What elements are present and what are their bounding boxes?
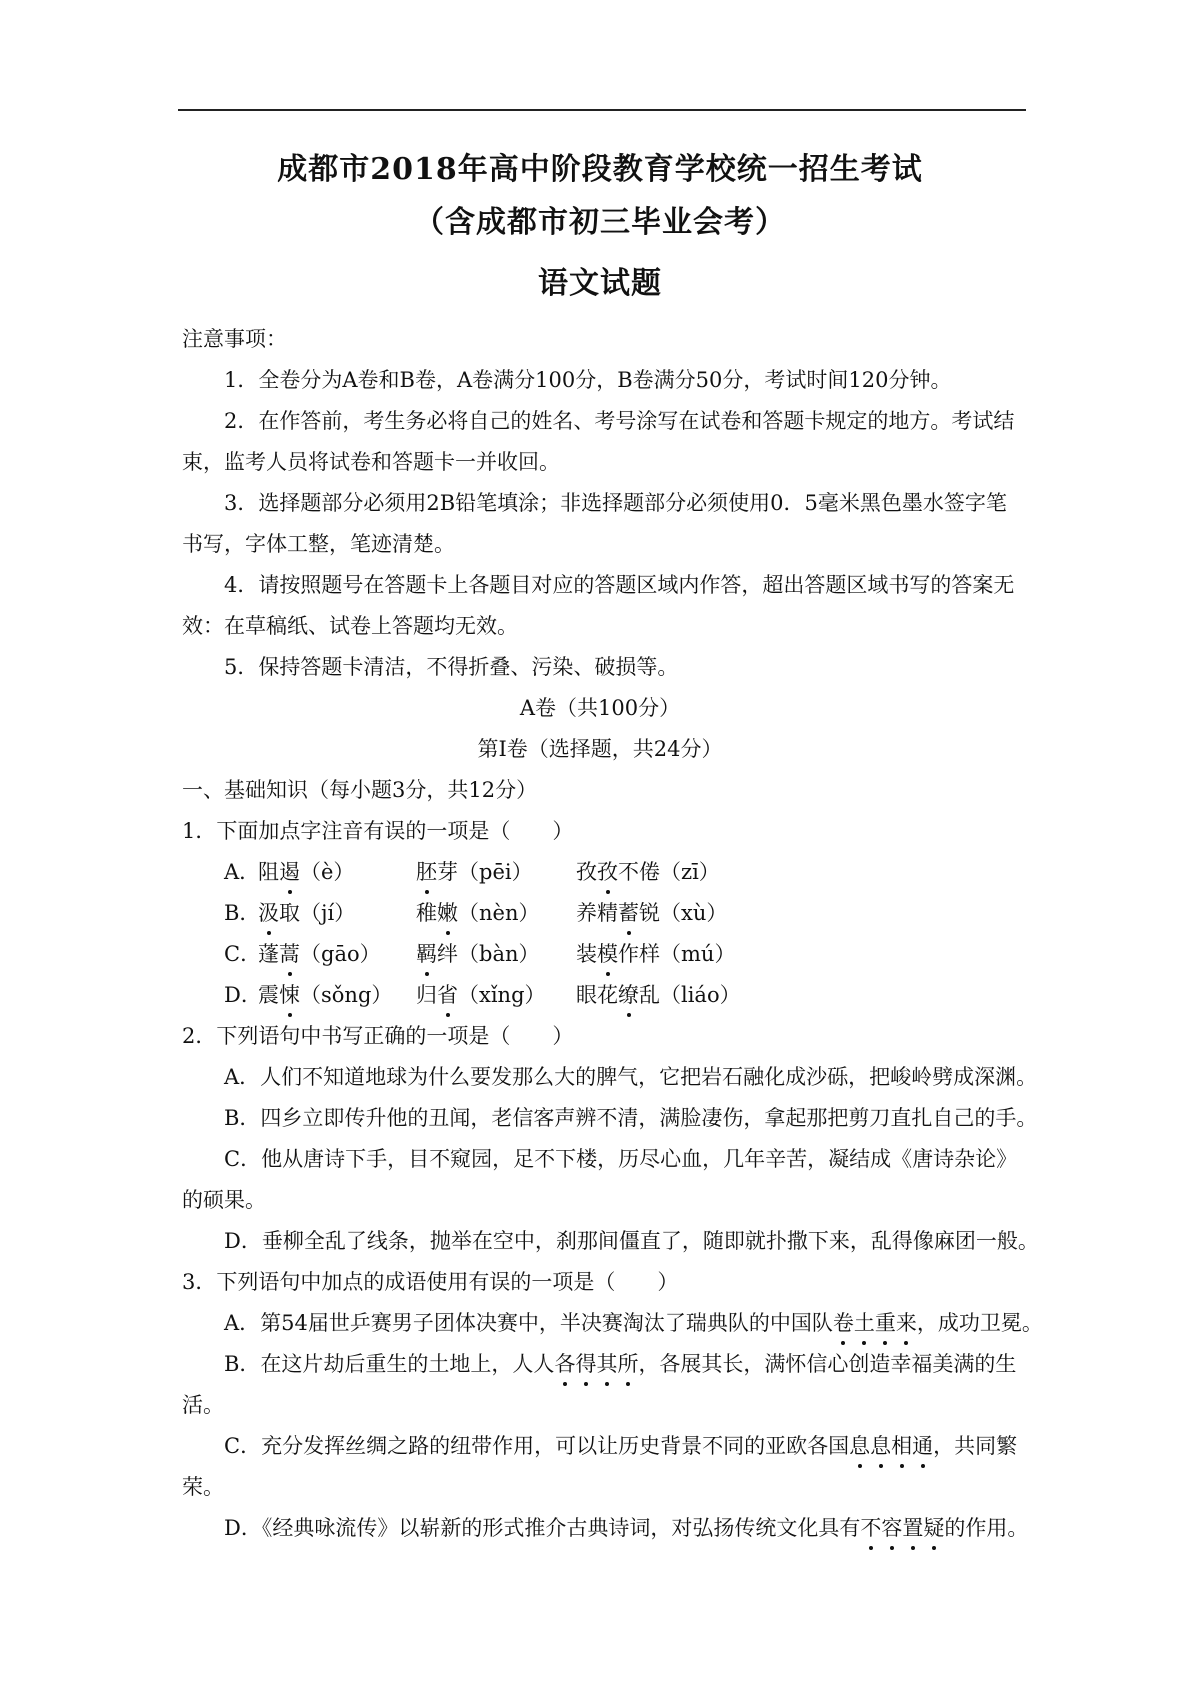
option-word: 汲取（jí） [258,898,355,928]
dotted-char: 息 [849,1431,870,1461]
dotted-char: 遏 [279,857,300,887]
notice-item-4: 4．请按照题号在答题卡上各题目对应的答题区域内作答，超出答题区域书写的答案无 [224,573,1015,597]
q3-option-b-cont: 活。 [182,1393,224,1417]
dotted-idiom [860,1516,944,1540]
option-word: 震悚（sǒng） [258,980,392,1010]
option-word: 装模作样（mú） [576,939,735,969]
notice-item-1: 1．全卷分为A卷和B卷，A卷满分100分，B卷满分50分，考试时间120分钟。 [224,368,952,392]
dotted-char: 土 [854,1308,875,1338]
option-word: 养精蓄锐（xù） [576,898,727,928]
dotted-char: 相 [891,1431,912,1461]
part-one-heading: 第Ⅰ卷（选择题，共24分） [477,737,723,761]
option-label: B． [224,901,261,925]
q3-option-b: B．在这片劫后重生的土地上，人人各得其所，各展其长，满怀信心创造幸福美满的生 [224,1349,1016,1379]
dotted-idiom [849,1434,933,1458]
option-word: 羁绊（bàn） [416,939,540,969]
exam-subject: 语文试题 [538,266,662,301]
dotted-char: 胚 [416,857,437,887]
volume-a-heading: A卷（共100分） [519,696,681,720]
q1-stem: 1．下面加点字注音有误的一项是（ ） [182,819,574,843]
dotted-idiom [554,1352,638,1376]
dotted-char: 疑 [923,1513,944,1543]
dotted-char: 得 [575,1349,596,1379]
dotted-char: 重 [875,1308,896,1338]
option-word: 眼花缭乱（liáo） [576,980,741,1010]
option-word: 胚芽（pēi） [416,857,533,887]
dotted-char: 来 [896,1308,917,1338]
option-word: 孜孜不倦（zī） [576,857,720,887]
dotted-char: 嫩 [437,898,458,928]
q2-option-b: B．四乡立即传升他的丑闻，老信客声辨不清，满脸凄伤，拿起那把剪刀直扎自己的手。 [224,1106,1038,1130]
q2-option-a: A．人们不知道地球为什么要发那么大的脾气，它把岩石融化成沙砾，把峻岭劈成深渊。 [224,1065,1038,1089]
q1-option-b [224,898,728,928]
notice-item-2-cont: 束，监考人员将试卷和答题卡一并收回。 [182,450,560,474]
q2-stem: 2．下列语句中书写正确的一项是（ ） [182,1024,574,1048]
dotted-char: 蒿 [279,939,300,969]
dotted-char: 汲 [258,898,279,928]
option-word: 稚嫩（nèn） [416,898,539,928]
option-label: D． [224,983,262,1007]
q3-option-c-cont: 荣。 [182,1475,224,1499]
option-word: 归省（xǐng） [416,980,546,1010]
q2-option-c: C．他从唐诗下手，目不窥园，足不下楼，历尽心血，几年辛苦，凝结成《唐诗杂论》 [224,1147,1018,1171]
q1-option-a [224,857,720,887]
dotted-char: 省 [437,980,458,1010]
dotted-idiom [833,1311,917,1335]
dotted-char: 卷 [833,1308,854,1338]
dotted-char: 蓄 [618,898,639,928]
q3-option-a: A．第54届世乒赛男子团体决赛中，半决赛淘汰了瑞典队的中国队卷土重来，成功卫冕。 [224,1308,1043,1338]
dotted-char: 容 [881,1513,902,1543]
dotted-char: 孜 [597,857,618,887]
q3-option-d: D．《经典咏流传》以崭新的形式推介古典诗词，对弘扬传统文化具有不容置疑的作用。 [224,1513,1028,1543]
dotted-char: 置 [902,1513,923,1543]
dotted-char: 通 [912,1431,933,1461]
q3-stem: 3．下列语句中加点的成语使用有误的一项是（ ） [182,1270,679,1294]
dotted-char: 各 [554,1349,575,1379]
notice-item-3: 3．选择题部分必须用2B铅笔填涂；非选择题部分必须使用0．5毫米黑色墨水签字笔 [224,491,1007,515]
notice-item-5: 5．保持答题卡清洁，不得折叠、污染、破损等。 [224,655,679,679]
notice-heading: 注意事项： [182,327,287,351]
q2-option-c-cont: 的硕果。 [182,1188,266,1212]
q1-option-d [224,980,741,1010]
q2-option-d: D．垂柳全乱了线条，抛举在空中，刹那间僵直了，随即就扑撒下来，乱得像麻团一般。 [224,1229,1039,1253]
option-label: A． [224,860,261,884]
dotted-char: 悚 [279,980,300,1010]
option-word: 蓬蒿（gāo） [258,939,381,969]
dotted-char: 羁 [416,939,437,969]
exam-subtitle: （含成都市初三毕业会考） [414,205,786,240]
notice-item-4-cont: 效：在草稿纸、试卷上答题均无效。 [182,614,518,638]
dotted-char: 所 [617,1349,638,1379]
dotted-char: 息 [870,1431,891,1461]
q3-option-c: C．充分发挥丝绸之路的纽带作用，可以让历史背景不同的亚欧各国息息相通，共同繁 [224,1431,1017,1461]
option-word: 阻遏（è） [258,857,354,887]
dotted-char: 缭 [618,980,639,1010]
q1-option-c [224,939,736,969]
dotted-char: 不 [860,1513,881,1543]
exam-title: 成都市2018年高中阶段教育学校统一招生考试 [277,152,923,187]
dotted-char: 模 [597,939,618,969]
notice-item-2: 2．在作答前，考生务必将自己的姓名、考号涂写在试卷和答题卡规定的地方。考试结 [224,409,1015,433]
dotted-char: 其 [596,1349,617,1379]
notice-item-3-cont: 书写，字体工整，笔迹清楚。 [182,532,455,556]
top-rule [178,109,1026,111]
section-heading: 一、基础知识（每小题3分，共12分） [182,778,538,802]
option-label: C． [224,942,262,966]
